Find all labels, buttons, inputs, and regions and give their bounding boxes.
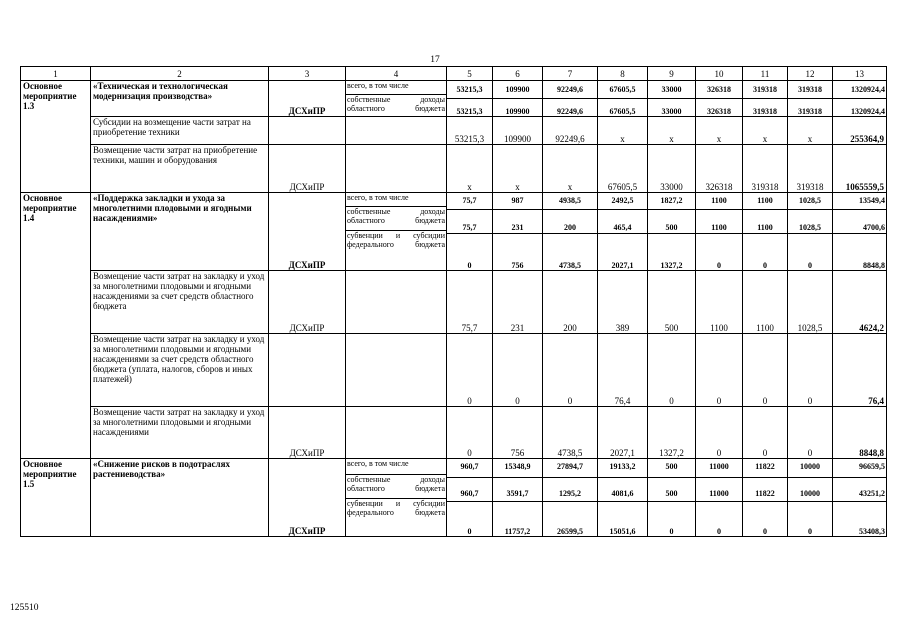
page-number: 17 bbox=[430, 55, 440, 65]
value-cell: 4738,5 bbox=[543, 407, 598, 459]
value-cell: 0 bbox=[648, 334, 696, 407]
source-own: собственные доходы областного бюджета bbox=[347, 95, 445, 113]
sub-measure-title: Возмещение части затрат на закладку и уход за многолетними плодовыми и ягодными насаждениями bbox=[91, 407, 269, 459]
value-cell: 960,7 960,7 0 bbox=[447, 459, 493, 537]
table-row-m14-sub3 bbox=[21, 407, 887, 459]
value-cell: 67605,5 67605,5 bbox=[598, 81, 648, 117]
value-cell: 500 500 0 bbox=[648, 459, 696, 537]
measure-name: Основное мероприятие 1.3 bbox=[21, 81, 91, 193]
value-cell: 4938,5 200 4738,5 bbox=[543, 193, 598, 271]
column-number: 9 bbox=[648, 67, 696, 81]
table-row-m14-sub2 bbox=[21, 334, 887, 407]
funding-sources bbox=[346, 271, 447, 334]
funding-sources bbox=[346, 81, 447, 117]
value-cell: 326318 326318 bbox=[696, 81, 743, 117]
value-cell: 92249,6 bbox=[543, 117, 598, 145]
value-cell: 1028,5 bbox=[788, 271, 833, 334]
column-number: 6 bbox=[493, 67, 543, 81]
column-number: 3 bbox=[269, 67, 346, 81]
value-cell: 19133,2 4081,6 15051,6 bbox=[598, 459, 648, 537]
value-cell: 0 bbox=[743, 334, 788, 407]
value-cell: 0 bbox=[543, 334, 598, 407]
value-cell: 2027,1 bbox=[598, 407, 648, 459]
value-cell: 326318 bbox=[696, 145, 743, 193]
funding-sources bbox=[346, 407, 447, 459]
value-cell: x bbox=[493, 145, 543, 193]
table-row-m14-sub1 bbox=[21, 271, 887, 334]
funding-sources bbox=[346, 193, 447, 271]
value-cell: 319318 bbox=[743, 145, 788, 193]
column-number: 1 bbox=[21, 67, 91, 81]
value-cell: 0 bbox=[696, 407, 743, 459]
executor: ДСХиПР bbox=[269, 271, 346, 334]
document-code: 125510 bbox=[10, 603, 39, 613]
value-cell: x bbox=[648, 117, 696, 145]
column-number: 13 bbox=[833, 67, 887, 81]
table-row-m13-sub2 bbox=[21, 145, 887, 193]
source-total: всего, в том числе bbox=[347, 81, 409, 90]
value-cell: 76,4 bbox=[833, 334, 887, 407]
executor: ДСХиПР bbox=[269, 81, 346, 117]
value-cell: 1028,5 1028,5 0 bbox=[788, 193, 833, 271]
column-number: 10 bbox=[696, 67, 743, 81]
value-cell: 4624,2 bbox=[833, 271, 887, 334]
sub-measure-title: Субсидии на возмещение части затрат на приобретение техники bbox=[91, 117, 269, 145]
value-cell: 53215,3 53215,3 bbox=[447, 81, 493, 117]
sub-measure-title: Возмещение части затрат на приобретение техники, машин и оборудования bbox=[91, 145, 269, 193]
source-own: собственные доходы областного бюджета bbox=[346, 474, 446, 498]
value-cell: 15348,9 3591,7 11757,2 bbox=[493, 459, 543, 537]
executor: ДСХиПР bbox=[269, 145, 346, 193]
value-cell: 8848,8 bbox=[833, 407, 887, 459]
sub-measure-title: Возмещение части затрат на закладку и уход за многолетними плодовыми и ягодными насаждениями за счет средств областного бюджета (уплата, налогов, сборов и иных платежей) bbox=[91, 334, 269, 407]
column-number: 8 bbox=[598, 67, 648, 81]
value-cell: 319318 319318 bbox=[788, 81, 833, 117]
value-cell: 0 bbox=[493, 334, 543, 407]
value-cell: 319318 bbox=[788, 145, 833, 193]
value-cell: 1100 1100 0 bbox=[743, 193, 788, 271]
executor: ДСХиПР bbox=[269, 459, 346, 537]
source-federal: субвенции и субсидии федерального бюджета bbox=[347, 499, 445, 517]
funding-sources bbox=[346, 334, 447, 407]
column-number: 7 bbox=[543, 67, 598, 81]
value-cell: 92249,6 92249,6 bbox=[543, 81, 598, 117]
value-cell: 200 bbox=[543, 271, 598, 334]
table-row-m14 bbox=[21, 193, 887, 271]
funding-sources bbox=[346, 145, 447, 193]
value-cell: 76,4 bbox=[598, 334, 648, 407]
value-cell: x bbox=[743, 117, 788, 145]
measure-title: «Техническая и технологическая модернизация производства» bbox=[91, 81, 269, 117]
executor bbox=[269, 117, 346, 145]
value-cell: 1100 1100 0 bbox=[696, 193, 743, 271]
value-cell: 67605,5 bbox=[598, 145, 648, 193]
value-cell: 0 bbox=[788, 407, 833, 459]
value-cell: 987 231 756 bbox=[493, 193, 543, 271]
value-cell: 1065559,5 bbox=[833, 145, 887, 193]
column-number: 2 bbox=[91, 67, 269, 81]
value-cell: 53215,3 bbox=[447, 117, 493, 145]
value-cell: 109900 bbox=[493, 117, 543, 145]
table-row-m13-sub1 bbox=[21, 117, 887, 145]
executor: ДСХиПР bbox=[269, 193, 346, 271]
value-cell: 500 bbox=[648, 271, 696, 334]
table-row-m15 bbox=[21, 459, 887, 537]
column-number-row bbox=[21, 67, 887, 81]
value-cell: 13549,4 4700,6 8848,8 bbox=[833, 193, 887, 271]
column-number: 4 bbox=[346, 67, 447, 81]
value-cell: 1100 bbox=[743, 271, 788, 334]
value-cell: 255364,9 bbox=[833, 117, 887, 145]
value-cell: 75,7 75,7 0 bbox=[447, 193, 493, 271]
value-cell: 231 bbox=[493, 271, 543, 334]
value-cell: 0 bbox=[447, 407, 493, 459]
source-total: всего, в том числе bbox=[347, 193, 409, 202]
value-cell: 10000 10000 0 bbox=[788, 459, 833, 537]
funding-table bbox=[20, 66, 887, 537]
value-cell: 756 bbox=[493, 407, 543, 459]
value-cell: 0 bbox=[788, 334, 833, 407]
value-cell: 11822 11822 0 bbox=[743, 459, 788, 537]
measure-name: Основное мероприятие 1.4 bbox=[21, 193, 91, 459]
value-cell: 0 bbox=[447, 334, 493, 407]
value-cell: 27894,7 1295,2 26599,5 bbox=[543, 459, 598, 537]
column-number: 5 bbox=[447, 67, 493, 81]
value-cell: 109900 109900 bbox=[493, 81, 543, 117]
value-cell: 33000 33000 bbox=[648, 81, 696, 117]
value-cell: x bbox=[598, 117, 648, 145]
value-cell: x bbox=[447, 145, 493, 193]
value-cell: 0 bbox=[743, 407, 788, 459]
measure-title: «Снижение рисков в подотраслях растениеводства» bbox=[91, 459, 269, 537]
executor: ДСХиПР bbox=[269, 407, 346, 459]
value-cell: 2492,5 465,4 2027,1 bbox=[598, 193, 648, 271]
column-number: 12 bbox=[788, 67, 833, 81]
column-number: 11 bbox=[743, 67, 788, 81]
value-cell: 96659,5 43251,2 53408,3 bbox=[833, 459, 887, 537]
value-cell: 75,7 bbox=[447, 271, 493, 334]
value-cell: x bbox=[696, 117, 743, 145]
value-cell: 0 bbox=[696, 334, 743, 407]
value-cell: x bbox=[788, 117, 833, 145]
executor bbox=[269, 334, 346, 407]
funding-sources bbox=[346, 459, 447, 537]
value-cell: 319318 319318 bbox=[743, 81, 788, 117]
value-cell: 11000 11000 0 bbox=[696, 459, 743, 537]
value-cell: 1320924,4 1320924,4 bbox=[833, 81, 887, 117]
sub-measure-title: Возмещение части затрат на закладку и уход за многолетними плодовыми и ягодными насаждениями за счет средств областного бюджета bbox=[91, 271, 269, 334]
value-cell: 389 bbox=[598, 271, 648, 334]
value-cell: 1827,2 500 1327,2 bbox=[648, 193, 696, 271]
value-cell: x bbox=[543, 145, 598, 193]
value-cell: 1327,2 bbox=[648, 407, 696, 459]
value-cell: 33000 bbox=[648, 145, 696, 193]
source-federal: субвенции и субсидии федерального бюджета bbox=[347, 231, 445, 249]
funding-sources bbox=[346, 117, 447, 145]
measure-name: Основное мероприятие 1.5 bbox=[21, 459, 91, 537]
measure-title: «Поддержка закладки и ухода за многолетними плодовыми и ягодными насаждениями» bbox=[91, 193, 269, 271]
table-row-m13 bbox=[21, 81, 887, 117]
source-total: всего, в том числе bbox=[347, 459, 409, 468]
source-own: собственные доходы областного бюджета bbox=[346, 206, 446, 230]
value-cell: 1100 bbox=[696, 271, 743, 334]
